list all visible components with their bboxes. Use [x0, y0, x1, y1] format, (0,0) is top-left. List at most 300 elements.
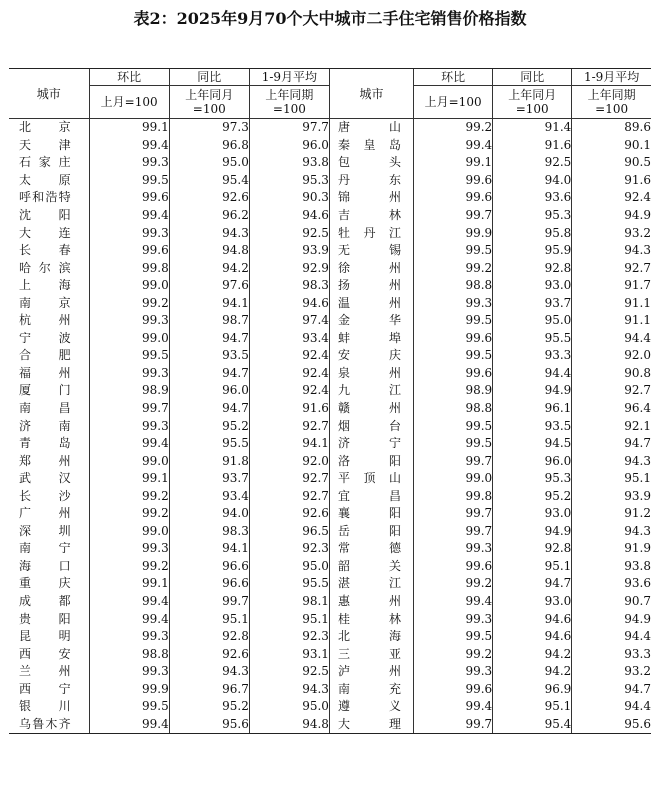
left-mom-cell: 99.6: [89, 242, 169, 260]
left-mom-cell: 99.4: [89, 716, 169, 734]
right-mom-cell: 99.9: [414, 224, 493, 242]
left-city-cell: 昆明: [19, 629, 71, 644]
left-ytd-cell: 96.0: [249, 137, 329, 155]
left-city-cell: 呼和浩特: [19, 190, 71, 205]
right-yoy-cell: 94.9: [493, 382, 572, 400]
city-header-left: 城市: [9, 69, 89, 119]
table-row: [9, 452, 651, 470]
right-ytd-cell: 94.9: [572, 610, 651, 628]
left-mom-cell: 99.5: [89, 347, 169, 365]
right-mom-cell: 99.6: [414, 172, 493, 190]
left-city-cell: 济南: [19, 418, 71, 433]
left-city-cell: 沈阳: [19, 208, 71, 222]
right-yoy-cell: 95.4: [493, 716, 572, 734]
left-yoy-cell: 95.0: [169, 154, 249, 172]
left-yoy-cell: 96.8: [169, 137, 249, 155]
price-index-table: [9, 68, 651, 734]
right-city-cell: 赣州: [329, 400, 413, 418]
left-city-cell: 郑州: [19, 453, 71, 468]
right-ytd-cell: 91.1: [572, 294, 651, 312]
left-city-cell: 上海: [19, 278, 71, 293]
left-mom-cell: 99.3: [89, 224, 169, 242]
right-ytd-cell: 93.2: [572, 224, 651, 242]
table-row: [9, 242, 651, 260]
table-row: [9, 294, 651, 312]
right-yoy-cell: 94.7: [493, 575, 572, 593]
ytd-header-left: 1-9月平均: [249, 69, 329, 86]
right-mom-cell: 99.2: [414, 119, 493, 137]
table-row: [9, 523, 651, 541]
right-city-cell: 平顶山: [329, 470, 413, 488]
right-yoy-cell: 93.0: [493, 593, 572, 611]
left-yoy-cell: 99.7: [169, 593, 249, 611]
left-ytd-cell: 94.3: [249, 681, 329, 699]
left-mom-cell: 99.3: [89, 540, 169, 558]
right-mom-cell: 99.2: [414, 259, 493, 277]
right-yoy-cell: 94.2: [493, 645, 572, 663]
left-city-cell: 深圳: [19, 523, 71, 538]
right-yoy-cell: 95.8: [493, 224, 572, 242]
right-yoy-cell: 94.9: [493, 523, 572, 541]
right-yoy-cell: 93.3: [493, 347, 572, 365]
left-city-cell: 天津: [19, 137, 71, 152]
right-yoy-cell: 92.5: [493, 154, 572, 172]
left-mom-cell: 99.4: [89, 137, 169, 155]
right-mom-cell: 99.4: [414, 593, 493, 611]
right-ytd-cell: 93.9: [572, 487, 651, 505]
left-mom-cell: 99.3: [89, 663, 169, 681]
left-city-cell: 太原: [19, 172, 71, 187]
right-mom-cell: 99.7: [414, 452, 493, 470]
ytd-header-right: 1-9月平均: [572, 69, 651, 86]
right-yoy-cell: 92.8: [493, 259, 572, 277]
right-mom-cell: 99.6: [414, 189, 493, 207]
left-yoy-cell: 94.7: [169, 365, 249, 383]
left-yoy-cell: 95.4: [169, 172, 249, 190]
right-city-cell: 泸州: [329, 663, 413, 681]
left-ytd-cell: 97.4: [249, 312, 329, 330]
right-mom-cell: 99.3: [414, 540, 493, 558]
left-ytd-cell: 92.3: [249, 540, 329, 558]
right-city-cell: 三亚: [329, 645, 413, 663]
right-yoy-cell: 96.1: [493, 400, 572, 418]
right-yoy-cell: 94.0: [493, 172, 572, 190]
table-row: [9, 400, 651, 418]
right-yoy-cell: 91.6: [493, 137, 572, 155]
right-ytd-cell: 94.9: [572, 207, 651, 225]
right-yoy-cell: 93.0: [493, 277, 572, 295]
right-city-cell: 蚌埠: [329, 330, 413, 348]
right-mom-cell: 99.5: [414, 417, 493, 435]
right-yoy-cell: 95.1: [493, 558, 572, 576]
left-mom-cell: 99.3: [89, 312, 169, 330]
left-city-cell: 银川: [19, 699, 71, 714]
left-yoy-cell: 91.8: [169, 452, 249, 470]
table-row: [9, 470, 651, 488]
left-yoy-cell: 97.6: [169, 277, 249, 295]
left-yoy-cell: 94.1: [169, 294, 249, 312]
right-city-cell: 泉州: [329, 365, 413, 383]
left-city-cell: 乌鲁木齐: [9, 716, 89, 734]
left-mom-cell: 99.3: [89, 365, 169, 383]
left-mom-cell: 99.0: [89, 452, 169, 470]
right-yoy-cell: 95.9: [493, 242, 572, 260]
right-yoy-cell: 94.2: [493, 663, 572, 681]
ytd-sub-left: 上年同期=100: [249, 86, 329, 119]
left-mom-cell: 99.5: [89, 172, 169, 190]
right-mom-cell: 99.5: [414, 312, 493, 330]
table-row: [9, 575, 651, 593]
right-ytd-cell: 94.4: [572, 628, 651, 646]
right-mom-cell: 99.6: [414, 365, 493, 383]
left-yoy-cell: 95.6: [169, 716, 249, 734]
right-yoy-cell: 94.5: [493, 435, 572, 453]
right-mom-cell: 99.3: [414, 610, 493, 628]
left-ytd-cell: 92.6: [249, 505, 329, 523]
right-ytd-cell: 95.1: [572, 470, 651, 488]
right-city-cell: 锦州: [329, 189, 413, 207]
left-city-cell: 长沙: [19, 488, 71, 503]
yoy-header-left: 同比: [169, 69, 249, 86]
right-ytd-cell: 92.1: [572, 417, 651, 435]
left-yoy-cell: 96.7: [169, 681, 249, 699]
right-city-cell: 宜昌: [329, 487, 413, 505]
left-ytd-cell: 95.5: [249, 575, 329, 593]
left-ytd-cell: 92.4: [249, 382, 329, 400]
left-mom-cell: 99.1: [89, 470, 169, 488]
left-city-cell: 厦门: [19, 383, 71, 398]
right-ytd-cell: 94.3: [572, 452, 651, 470]
table-row: [9, 593, 651, 611]
right-yoy-cell: 93.5: [493, 417, 572, 435]
left-city-cell: 合肥: [19, 348, 71, 363]
left-ytd-cell: 92.3: [249, 628, 329, 646]
right-mom-cell: 99.5: [414, 628, 493, 646]
left-mom-cell: 99.1: [89, 575, 169, 593]
left-city-cell: 南宁: [19, 541, 71, 556]
right-city-cell: 襄阳: [329, 505, 413, 523]
right-ytd-cell: 92.7: [572, 382, 651, 400]
table-row: [9, 681, 651, 699]
left-mom-cell: 99.4: [89, 207, 169, 225]
left-mom-cell: 99.4: [89, 610, 169, 628]
right-city-cell: 扬州: [329, 277, 413, 295]
left-city-cell: 海口: [19, 558, 71, 573]
right-city-cell: 牡丹江: [329, 224, 413, 242]
table-row: [9, 330, 651, 348]
left-city-cell: 西宁: [19, 681, 71, 696]
table-row: [9, 119, 651, 137]
left-mom-cell: 99.8: [89, 259, 169, 277]
right-mom-cell: 99.5: [414, 347, 493, 365]
mom-header-right: 环比: [414, 69, 493, 86]
table-row: [9, 137, 651, 155]
left-ytd-cell: 92.7: [249, 470, 329, 488]
right-mom-cell: 99.3: [414, 294, 493, 312]
right-ytd-cell: 92.4: [572, 189, 651, 207]
left-city-cell: 大连: [19, 225, 71, 240]
right-city-cell: 无锡: [329, 242, 413, 260]
left-city-cell: 成都: [19, 594, 71, 609]
right-yoy-cell: 92.8: [493, 540, 572, 558]
right-mom-cell: 99.5: [414, 435, 493, 453]
table-row: [9, 698, 651, 716]
left-mom-cell: 99.3: [89, 154, 169, 172]
right-mom-cell: 99.6: [414, 330, 493, 348]
right-city-cell: 济宁: [329, 435, 413, 453]
ytd-sub-right: 上年同期=100: [572, 86, 651, 119]
left-yoy-cell: 93.7: [169, 470, 249, 488]
left-mom-cell: 98.9: [89, 382, 169, 400]
left-ytd-cell: 95.0: [249, 698, 329, 716]
table-row: [9, 663, 651, 681]
left-mom-cell: 99.0: [89, 330, 169, 348]
right-mom-cell: 99.7: [414, 523, 493, 541]
right-city-cell: 遵义: [329, 698, 413, 716]
left-city-cell: 西安: [19, 646, 71, 661]
right-city-cell: 大理: [329, 716, 413, 734]
right-ytd-cell: 90.7: [572, 593, 651, 611]
mom-sub-left: 上月=100: [89, 86, 169, 119]
right-ytd-cell: 94.7: [572, 435, 651, 453]
right-city-cell: 韶关: [329, 558, 413, 576]
left-ytd-cell: 92.5: [249, 663, 329, 681]
table-row: [9, 347, 651, 365]
left-yoy-cell: 94.3: [169, 663, 249, 681]
left-yoy-cell: 94.2: [169, 259, 249, 277]
right-yoy-cell: 95.3: [493, 470, 572, 488]
right-mom-cell: 99.1: [414, 154, 493, 172]
right-city-cell: 徐州: [329, 259, 413, 277]
left-ytd-cell: 93.1: [249, 645, 329, 663]
right-city-cell: 常德: [329, 540, 413, 558]
table-row: [9, 505, 651, 523]
left-ytd-cell: 94.6: [249, 207, 329, 225]
right-mom-cell: 99.7: [414, 207, 493, 225]
right-ytd-cell: 91.1: [572, 312, 651, 330]
right-city-cell: 桂林: [329, 610, 413, 628]
left-ytd-cell: 92.0: [249, 452, 329, 470]
right-ytd-cell: 91.2: [572, 505, 651, 523]
left-yoy-cell: 95.2: [169, 417, 249, 435]
right-city-cell: 吉林: [329, 207, 413, 225]
left-mom-cell: 99.2: [89, 487, 169, 505]
right-mom-cell: 99.7: [414, 716, 493, 734]
right-mom-cell: 99.4: [414, 698, 493, 716]
right-mom-cell: 99.3: [414, 663, 493, 681]
left-mom-cell: 99.1: [89, 119, 169, 137]
table-row: [9, 365, 651, 383]
right-yoy-cell: 95.5: [493, 330, 572, 348]
left-mom-cell: 98.8: [89, 645, 169, 663]
right-yoy-cell: 94.4: [493, 365, 572, 383]
right-ytd-cell: 91.9: [572, 540, 651, 558]
left-yoy-cell: 94.7: [169, 330, 249, 348]
left-mom-cell: 99.5: [89, 698, 169, 716]
table-row: [9, 172, 651, 190]
right-ytd-cell: 95.6: [572, 716, 651, 734]
right-city-cell: 九江: [329, 382, 413, 400]
left-city-cell: 北京: [19, 120, 71, 135]
right-city-cell: 烟台: [329, 417, 413, 435]
table-row: [9, 277, 651, 295]
right-mom-cell: 99.5: [414, 242, 493, 260]
left-yoy-cell: 96.6: [169, 558, 249, 576]
mom-sub-right: 上月=100: [414, 86, 493, 119]
left-city-cell: 福州: [19, 365, 71, 380]
left-city-cell: 南京: [19, 295, 71, 310]
left-mom-cell: 99.2: [89, 505, 169, 523]
left-yoy-cell: 94.1: [169, 540, 249, 558]
right-city-cell: 洛阳: [329, 452, 413, 470]
left-ytd-cell: 92.7: [249, 417, 329, 435]
table-row: [9, 207, 651, 225]
table-row: [9, 487, 651, 505]
right-mom-cell: 99.0: [414, 470, 493, 488]
left-mom-cell: 99.6: [89, 189, 169, 207]
left-mom-cell: 99.0: [89, 277, 169, 295]
left-city-cell: 武汉: [19, 471, 71, 486]
left-yoy-cell: 95.2: [169, 698, 249, 716]
left-city-cell: 石家庄: [19, 155, 71, 170]
right-ytd-cell: 90.5: [572, 154, 651, 172]
right-ytd-cell: 94.3: [572, 523, 651, 541]
right-ytd-cell: 93.2: [572, 663, 651, 681]
left-city-cell: 宁波: [19, 330, 71, 345]
left-yoy-cell: 93.4: [169, 487, 249, 505]
left-yoy-cell: 92.8: [169, 628, 249, 646]
table-row: [9, 312, 651, 330]
right-city-cell: 丹东: [329, 172, 413, 190]
left-ytd-cell: 93.9: [249, 242, 329, 260]
right-yoy-cell: 93.6: [493, 189, 572, 207]
left-ytd-cell: 96.5: [249, 523, 329, 541]
right-ytd-cell: 91.7: [572, 277, 651, 295]
left-city-cell: 杭州: [19, 313, 71, 328]
left-city-cell: 南昌: [19, 401, 71, 416]
left-ytd-cell: 95.1: [249, 610, 329, 628]
left-mom-cell: 99.3: [89, 417, 169, 435]
right-ytd-cell: 93.6: [572, 575, 651, 593]
left-yoy-cell: 96.0: [169, 382, 249, 400]
left-city-cell: 哈尔滨: [19, 260, 71, 275]
left-ytd-cell: 90.3: [249, 189, 329, 207]
right-city-cell: 北海: [329, 628, 413, 646]
right-ytd-cell: 93.3: [572, 645, 651, 663]
right-yoy-cell: 93.7: [493, 294, 572, 312]
left-ytd-cell: 94.8: [249, 716, 329, 734]
left-mom-cell: 99.7: [89, 400, 169, 418]
left-mom-cell: 99.2: [89, 558, 169, 576]
right-mom-cell: 99.7: [414, 505, 493, 523]
left-yoy-cell: 95.1: [169, 610, 249, 628]
left-city-cell: 贵阳: [19, 611, 71, 626]
left-yoy-cell: 94.0: [169, 505, 249, 523]
table-row: [9, 645, 651, 663]
left-mom-cell: 99.3: [89, 628, 169, 646]
right-yoy-cell: 95.0: [493, 312, 572, 330]
table-row: [9, 259, 651, 277]
right-mom-cell: 99.2: [414, 645, 493, 663]
right-yoy-cell: 91.4: [493, 119, 572, 137]
left-mom-cell: 99.4: [89, 435, 169, 453]
left-ytd-cell: 97.7: [249, 119, 329, 137]
right-yoy-cell: 96.0: [493, 452, 572, 470]
table-row: [9, 224, 651, 242]
right-yoy-cell: 94.6: [493, 610, 572, 628]
right-ytd-cell: 93.8: [572, 558, 651, 576]
right-mom-cell: 98.8: [414, 277, 493, 295]
city-header-right: 城市: [329, 69, 413, 119]
right-ytd-cell: 94.4: [572, 698, 651, 716]
left-ytd-cell: 98.3: [249, 277, 329, 295]
left-yoy-cell: 98.3: [169, 523, 249, 541]
table-row: [9, 189, 651, 207]
right-ytd-cell: 92.7: [572, 259, 651, 277]
right-city-cell: 岳阳: [329, 523, 413, 541]
left-city-cell: 长春: [19, 243, 71, 258]
right-yoy-cell: 95.3: [493, 207, 572, 225]
table-row: [9, 154, 651, 172]
right-mom-cell: 99.6: [414, 558, 493, 576]
right-mom-cell: 98.9: [414, 382, 493, 400]
right-mom-cell: 99.6: [414, 681, 493, 699]
right-ytd-cell: 90.1: [572, 137, 651, 155]
right-mom-cell: 98.8: [414, 400, 493, 418]
left-city-cell: 青岛: [19, 436, 71, 451]
table-title: 表2：2025年9月70个大中城市二手住宅销售价格指数: [133, 9, 527, 28]
right-city-cell: 温州: [329, 294, 413, 312]
table-row: [9, 435, 651, 453]
left-yoy-cell: 92.6: [169, 189, 249, 207]
left-ytd-cell: 93.8: [249, 154, 329, 172]
left-ytd-cell: 91.6: [249, 400, 329, 418]
left-yoy-cell: 92.6: [169, 645, 249, 663]
right-city-cell: 唐山: [329, 119, 413, 137]
yoy-sub-right: 上年同月=100: [493, 86, 572, 119]
right-ytd-cell: 90.8: [572, 365, 651, 383]
left-city-cell: 重庆: [19, 576, 71, 591]
table-row: [9, 610, 651, 628]
right-city-cell: 金华: [329, 312, 413, 330]
right-ytd-cell: 89.6: [572, 119, 651, 137]
right-city-cell: 南充: [329, 681, 413, 699]
right-city-cell: 包头: [329, 154, 413, 172]
left-yoy-cell: 95.5: [169, 435, 249, 453]
left-ytd-cell: 93.4: [249, 330, 329, 348]
right-mom-cell: 99.4: [414, 137, 493, 155]
left-ytd-cell: 98.1: [249, 593, 329, 611]
left-yoy-cell: 94.3: [169, 224, 249, 242]
right-yoy-cell: 96.9: [493, 681, 572, 699]
left-city-cell: 广州: [19, 506, 71, 521]
right-yoy-cell: 95.2: [493, 487, 572, 505]
right-mom-cell: 99.8: [414, 487, 493, 505]
left-city-cell: 兰州: [19, 664, 71, 679]
left-ytd-cell: 94.6: [249, 294, 329, 312]
right-city-cell: 惠州: [329, 593, 413, 611]
table-row: [9, 558, 651, 576]
right-yoy-cell: 94.6: [493, 628, 572, 646]
right-yoy-cell: 95.1: [493, 698, 572, 716]
right-ytd-cell: 92.0: [572, 347, 651, 365]
left-ytd-cell: 95.0: [249, 558, 329, 576]
left-yoy-cell: 94.8: [169, 242, 249, 260]
yoy-header-right: 同比: [493, 69, 572, 86]
right-ytd-cell: 94.3: [572, 242, 651, 260]
left-yoy-cell: 96.6: [169, 575, 249, 593]
right-city-cell: 安庆: [329, 347, 413, 365]
